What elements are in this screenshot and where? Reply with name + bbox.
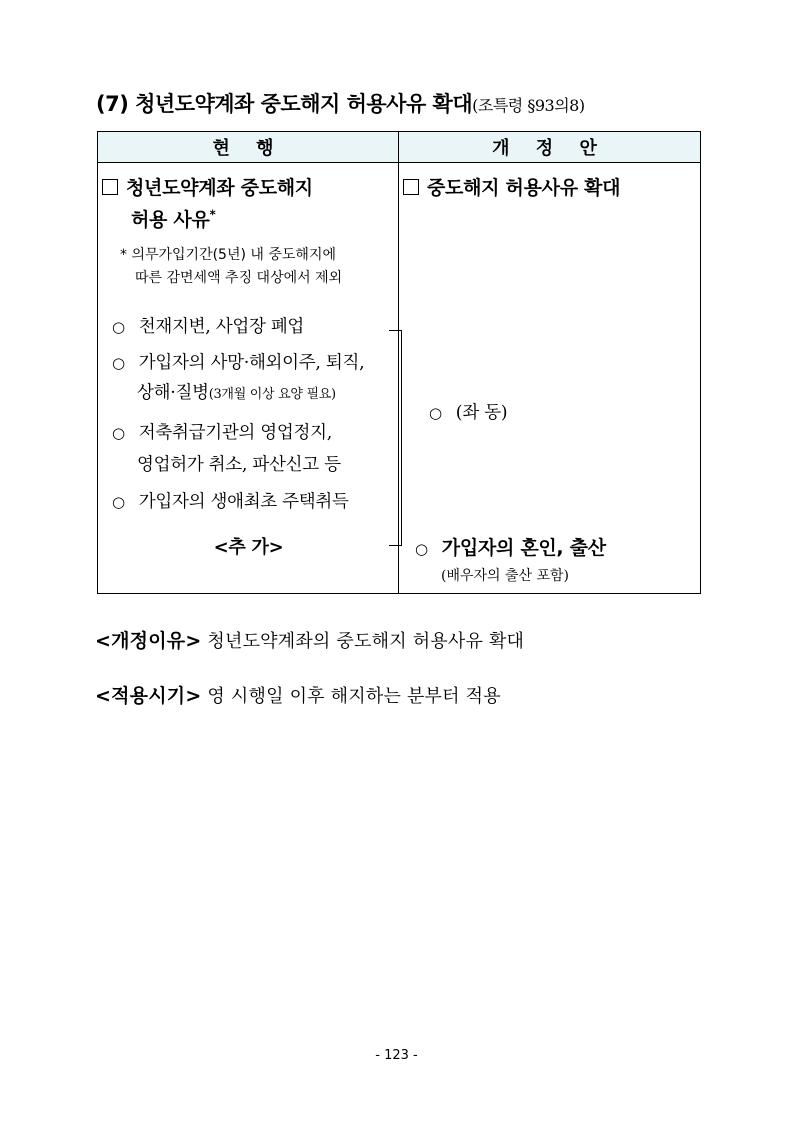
effective-date xyxy=(95,681,501,708)
effective-date-text: 영 시행일 이후 해지하는 분부터 적용 xyxy=(207,686,501,707)
revision-reason-text: 청년도약계좌의 중도해지 허용사유 확대 xyxy=(207,631,525,652)
circle-bullet-icon: ○ xyxy=(429,404,442,422)
revision-reason xyxy=(95,626,524,653)
header-proposed: 개 정 안 xyxy=(399,132,701,163)
list-item-continuation: 영업허가 취소, 파산신고 등 xyxy=(137,455,341,475)
list-item: ○ 가입자의 생애최초 주택취득 xyxy=(112,492,349,512)
current-heading: 청년도약계좌 중도해지 xyxy=(102,173,313,200)
page-number: - 123 - xyxy=(375,1048,418,1063)
proposed-column xyxy=(399,163,701,594)
circle-bullet-icon: ○ xyxy=(415,540,428,558)
current-heading-line2: 허용 사유* xyxy=(131,207,216,231)
current-column xyxy=(98,163,399,594)
section-reference: (조특령 §93의8) xyxy=(472,96,585,115)
list-item: ○ 저축취급기관의 영업정지, xyxy=(112,423,332,443)
list-item: ○ 가입자의 사망·해외이주, 퇴직, xyxy=(112,353,365,373)
circle-bullet-icon: ○ xyxy=(112,354,125,372)
new-item: ○ 가입자의 혼인, 출산 xyxy=(415,537,606,559)
current-note-line1: * 의무가입기간(5년) 내 중도해지에 xyxy=(120,247,336,263)
header-current: 현 행 xyxy=(98,132,399,163)
comparison-table xyxy=(97,131,701,594)
new-item-note: (배우자의 출산 포함) xyxy=(441,568,570,584)
added-label: <추 가> xyxy=(213,537,284,558)
checkbox-square-icon xyxy=(403,179,419,195)
right-bracket xyxy=(389,330,402,546)
same-as-left: ○ (좌 동) xyxy=(429,403,508,423)
revision-reason-label: <개정이유> xyxy=(95,630,202,652)
circle-bullet-icon: ○ xyxy=(112,318,125,336)
current-note-line2: 따른 감면세액 추징 대상에서 제외 xyxy=(135,270,343,286)
checkbox-square-icon xyxy=(102,179,118,195)
effective-date-label: <적용시기> xyxy=(95,685,202,707)
circle-bullet-icon: ○ xyxy=(112,493,125,511)
asterisk-mark: * xyxy=(209,207,216,222)
proposed-heading: 중도해지 허용사유 확대 xyxy=(403,173,620,200)
section-title-text: (7) 청년도약계좌 중도해지 허용사유 확대 xyxy=(96,92,473,116)
section-title xyxy=(96,88,585,118)
circle-bullet-icon: ○ xyxy=(112,424,125,442)
list-item: ○ 천재지변, 사업장 폐업 xyxy=(112,317,305,337)
list-item-continuation: 상해·질병(3개월 이상 요양 필요) xyxy=(137,383,336,403)
